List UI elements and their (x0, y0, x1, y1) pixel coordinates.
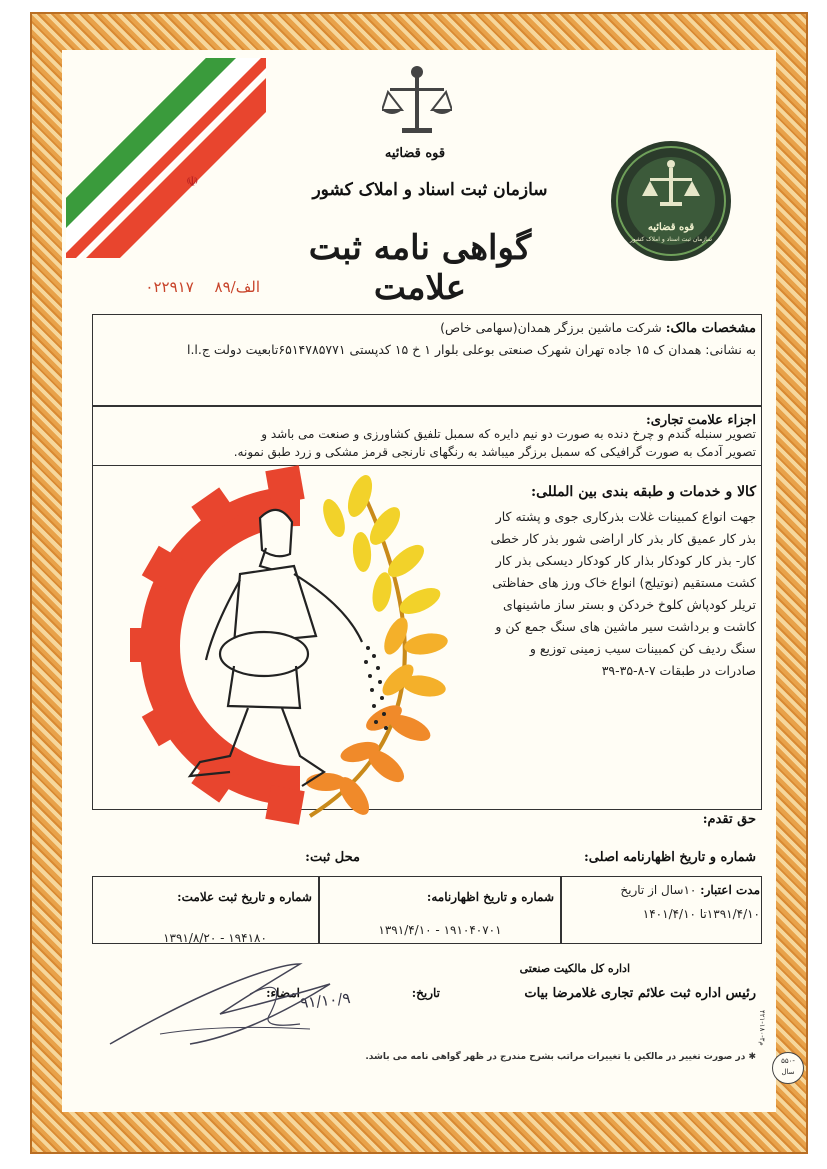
footer-star-icon: ✱ (748, 1052, 756, 1062)
owner-row (100, 318, 756, 339)
validity-label: مدت اعتبار: (700, 883, 760, 897)
flag-emblem-icon: ☫ (186, 174, 199, 190)
emblem-caption: قوه قضائیه (384, 146, 446, 161)
serial-series: الف/۸۹ (214, 278, 260, 296)
validity-range: ۱۳۹۱/۴/۱۰تا ۱۴۰۱/۴/۱۰ (642, 907, 760, 921)
declaration-value: ۱۳۹۱/۴/۱۰ - ۱۹۱۰۴۰۷۰۱ (378, 923, 502, 937)
serial-digits: ۰۲۲۹۱۷ (145, 278, 194, 296)
elements-line-2: تصویر آدمک به صورت گرافیکی که سمبل برزگر میباشد به رنگهای نارنجی قرمز مشکی و زرد طبق نمونه. (233, 445, 756, 459)
badge-line-1: ۵۵۰- (781, 1057, 795, 1065)
seal-subtitle: سازمان ثبت اسناد و املاک کشور (629, 236, 713, 243)
owner-label: مشخصات مالک: (665, 321, 756, 336)
handwritten-date: ۹۱/۱۰/۹ (299, 988, 352, 1013)
registration-value: ۱۳۹۱/۸/۲۰ - ۱۹۴۱۸۰ (163, 931, 267, 945)
official-seal (608, 138, 734, 264)
trademark-logo (110, 456, 490, 836)
declaration-label: شماره و تاریخ اظهارنامه: (426, 890, 554, 904)
goods-line: کشت مستقیم (نوتیلج) انواع خاک ورز های حفاظتی (492, 575, 756, 590)
signature-label: امضاء: (266, 986, 300, 1000)
serial-number (100, 278, 260, 296)
certificate-title: گواهی نامه ثبت علامت (308, 228, 532, 308)
elements-line-1: تصویر سنبله گندم و چرخ دنده به صورت دو نیم دایره که سمبل تلفیق کشاورزی و صنعت می باشد و (261, 427, 756, 441)
office-head: رئیس اداره ثبت علائم تجاری غلامرضا بیات (524, 986, 756, 1001)
date-label: تاریخ: (411, 986, 440, 1000)
office-name: اداره کل مالکیت صنعتی (519, 962, 630, 975)
goods-line: بذر کار عمیق کار بذر کار اراضی شور بذر کار خطی (490, 531, 756, 546)
registration-label: شماره و تاریخ ثبت علامت: (177, 890, 312, 904)
elements-label: اجزاء علامت تجاری: (645, 413, 756, 428)
goods-line: جهت انواع کمبینات غلات بذرکاری جوی و پشته کار (495, 509, 756, 524)
table-divider (318, 876, 320, 944)
validity-badge (772, 1052, 804, 1084)
seal-title: قوه قضائیه (647, 222, 695, 233)
footer-text: در صورت تغییر در مالکین یا تغییرات مراتب بشرح مندرج در ظهر گواهی نامه می باشد. (365, 1052, 746, 1062)
scales-emblem-icon (382, 62, 452, 152)
priority-label: حق تقدم: (702, 812, 756, 827)
goods-line: سنگ ردیف کن کمبینات سیب زمینی توزیع و (529, 641, 756, 656)
signature-scribble (100, 944, 360, 1054)
wheat-icon (306, 472, 449, 820)
badge-line-2: سال (781, 1068, 795, 1076)
table-divider (560, 876, 562, 944)
validity-block (566, 882, 760, 898)
flag-ribbon-svg (66, 58, 266, 258)
goods-label: کالا و خدمات و طبقه بندی بین المللی: (530, 484, 756, 500)
org-name: سازمان ثبت اسناد و املاک کشور (312, 180, 548, 200)
side-code: ۴۲۱-۱۸۰-۳م (758, 1010, 766, 1046)
goods-line: صادرات در طبقات ۷-۸-۳۵-۳۹ (601, 663, 756, 678)
original-declaration-label: شماره و تاریخ اظهارنامه اصلی: (584, 850, 756, 865)
goods-line: کار- بذر کار کودکار بذار کار کودکار دیسکی بذر کار (495, 553, 756, 568)
goods-line: تریلر کودپاش کلوخ خردکن و بستر ساز ماشینهای (502, 597, 756, 612)
registration-place-label: محل ثبت: (305, 850, 360, 865)
goods-line: کاشت و برداشت سیر ماشین های سنگ جمع کن و (495, 619, 756, 634)
owner-name: شرکت ماشین برزگر همدان(سهامی خاص) (440, 320, 662, 335)
validity-duration: ۱۰سال از تاریخ (620, 883, 697, 897)
footer-note (365, 1052, 756, 1062)
owner-address: به نشانی: همدان ک ۱۵ جاده تهران شهرک صنعتی بوعلی بلوار ۱ خ ۱۵ کدپستی ۶۵۱۴۷۸۵۷۷۱تابعیت دولت ج.ا.ا (186, 342, 756, 357)
